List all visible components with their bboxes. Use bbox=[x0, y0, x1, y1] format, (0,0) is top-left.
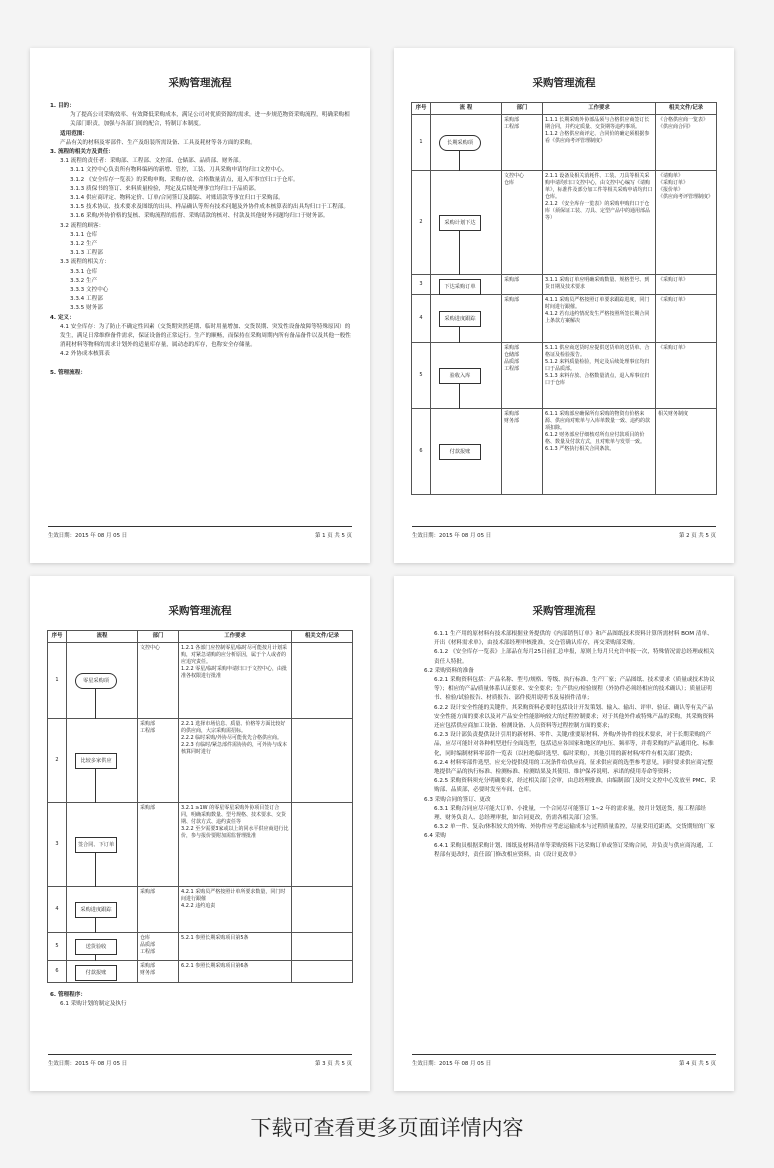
table-row bbox=[412, 115, 717, 171]
flow-step-box: 签合同、下订单 bbox=[75, 837, 117, 853]
department-cell: 采购部 工程部 bbox=[138, 719, 179, 803]
department-cell: 采购部 bbox=[138, 803, 179, 887]
flow-step-box: 比较多家供应 bbox=[75, 753, 117, 769]
page-title: 采购管理流程 bbox=[168, 77, 232, 89]
paragraph: 6.2.5 采购资料须充分明确要求，经过相关部门会审，由总经理批准，由编制部门及时交文控中心发放至 PMC、采购部、品质部，必要时发至车间、仓库。 bbox=[434, 778, 716, 794]
paragraph: 3.1.1 文控中心负责所有物料编码的新增、管控，工装、刀具采购申请均归口文控中心。 bbox=[70, 167, 288, 174]
document-cell: 《采购订单》 bbox=[656, 295, 717, 343]
requirement-cell: 6.2.1 参照长期采购项目第6条 bbox=[179, 961, 292, 983]
flow-step-box: 验收入库 bbox=[439, 368, 481, 384]
document-cell bbox=[292, 803, 353, 887]
flow-step-cell bbox=[67, 719, 138, 803]
paragraph: 6.1 采购计划的制定及执行 bbox=[60, 1001, 127, 1008]
flow-connector bbox=[459, 327, 460, 343]
page-footer bbox=[412, 1054, 716, 1067]
paragraph bbox=[50, 360, 352, 369]
paragraph: 3.1.2 生产 bbox=[70, 241, 98, 248]
table-row bbox=[412, 409, 717, 495]
row-number: 4 bbox=[412, 295, 431, 343]
row-number: 3 bbox=[48, 803, 67, 887]
paragraph: 4.2 外协成本核算表 bbox=[60, 351, 110, 358]
section-heading: 3. 流程的相关方及责任： bbox=[50, 149, 114, 156]
requirement-cell: 5.2.1 参照长期采购项目第5条 bbox=[179, 933, 292, 961]
section-heading: 1. 目的： bbox=[50, 103, 75, 109]
flow-connector bbox=[459, 384, 460, 409]
paragraph: 6.2.3 设计部负责提供设计引用的新材料、零件、关键/重要原材料、外购/外协件的技术要求，对于长期采购的产品，应尽可能针对各种机型进行全面选型，包括适应各国家和地区的电压、频率等，并将采购的产品通用化、标准化，同时编制材料零部件一览表（以杜绝临时选型、临时采购），其他引用的新材料/零件有相关部门提供； bbox=[434, 732, 714, 757]
page-number: 第 4 页 共 5 页 bbox=[679, 1061, 716, 1067]
flow-connector bbox=[95, 853, 96, 887]
paragraph: 6.3.2 单一件、复杂/体积较大的外购、外协件应考虑运输成本与过程质量监控，尽量采用近距离，交货期短的厂家 bbox=[434, 824, 715, 831]
column-header: 流 程 bbox=[431, 103, 502, 115]
paragraph: 3.1 流程的责任者：采购部、工程部、文控部、仓储部、品质部、财务部。 bbox=[60, 158, 245, 165]
flow-connector bbox=[95, 918, 96, 933]
document-cell bbox=[292, 961, 353, 983]
document-cell: 《采购订单》 bbox=[656, 275, 717, 295]
paragraph: 3.3.1 仓库 bbox=[70, 268, 98, 275]
column-header: 部门 bbox=[138, 631, 179, 643]
department-cell: 仓库 品质部 工程部 bbox=[138, 933, 179, 961]
flow-step-cell bbox=[67, 961, 138, 983]
document-cell: 《采购订单》 bbox=[656, 343, 717, 409]
paragraph: 3.3 流程的相关方： bbox=[60, 259, 110, 266]
page-body bbox=[30, 991, 370, 1009]
page-number: 第 2 页 共 5 页 bbox=[679, 533, 716, 539]
paragraph: 6.2.4 材料零部件选型，应充分提供使用的工况条件给供应商，征求供应商的选型参考意见，同时要求供应商完整地提供产品的执行标准、检测标准、检测结果及其使用、维护保养说明、承诺的使用寿命等资料； bbox=[434, 759, 713, 776]
requirement-cell: 3.2.1 ≥1W 的零星零星采购外协项目签订合同，明确采购数量、型号规格、技术要求、交货期、付款方式、违约责任等 3.2.2 至少需要3家或以上的同水平供应商进行比价，参与报价要附加需监督理批准 bbox=[179, 803, 292, 887]
column-header: 序号 bbox=[412, 103, 431, 115]
requirement-cell: 6.1.1 采购部应确保所有采购的物资有价格来源、供应商对账单与入库单数量一致、违约的款项扣除。 6.1.2 财务部应仔细核对所有应付款项目的价格、数量及付款方式，且对账单与发票一致。 6.1.3 严格执行相关合同条款。 bbox=[543, 409, 656, 495]
table-row bbox=[48, 643, 353, 719]
flow-connector bbox=[459, 151, 460, 171]
department-cell: 文控中心 仓库 bbox=[502, 171, 543, 275]
flow-step-box: 付款报账 bbox=[75, 965, 117, 981]
paragraph: 6.3 采购合同的签订、更改 bbox=[424, 796, 491, 803]
row-number: 2 bbox=[48, 719, 67, 803]
table-row bbox=[48, 961, 353, 983]
paragraph: 3.1.6 采购/外协价格的复核、采购流程的监督、采购请款的核对、付款及其他财务问题均归口于财务部。 bbox=[70, 213, 329, 220]
requirement-cell: 4.1.1 采购员严格按照订单要求跟踪进度，同门时间进行跟催。 4.1.2 若有违约情况发生严格按照所签长期合同上条款方案解决 bbox=[543, 295, 656, 343]
section-heading: 6. 管理程序： bbox=[50, 992, 86, 998]
paragraph: 6.1.2 《安全库存一览表》上部品在每月25日前汇总申报，原则上每月只允许申报一次，特殊情况需总经理或相关责任人特批。 bbox=[434, 649, 715, 665]
row-number: 5 bbox=[412, 343, 431, 409]
department-cell: 文控中心 bbox=[138, 643, 179, 719]
flow-step-cell bbox=[67, 887, 138, 933]
requirement-cell: 5.1.1 供应商送货时应提供送货单的送货单、合格证及检验报告。 5.1.2 来料质量检验，判定及后续处理事宜均归口于品质部。 5.1.3 来料存放、合格数量清点，退入库事宜归口于仓库 bbox=[543, 343, 656, 409]
flow-step-box: 采购计划下达 bbox=[439, 215, 481, 231]
column-header: 部门 bbox=[502, 103, 543, 115]
document-page-2 bbox=[394, 48, 734, 563]
column-header: 相关文件/记录 bbox=[292, 631, 353, 643]
flow-step-cell bbox=[431, 409, 502, 495]
row-number: 5 bbox=[48, 933, 67, 961]
paragraph: 3.3.5 财务部 bbox=[70, 305, 103, 312]
row-number: 2 bbox=[412, 171, 431, 275]
document-cell: 《合格供应商一览表》 《供应商合同》 bbox=[656, 115, 717, 171]
department-cell: 采购部 财务部 bbox=[502, 409, 543, 495]
effective-date: 生效日期：2015 年 08 月 05 日 bbox=[48, 1061, 128, 1067]
column-header: 序号 bbox=[48, 631, 67, 643]
document-cell bbox=[292, 887, 353, 933]
section-heading: 4. 定义： bbox=[50, 314, 75, 321]
document-cell: 《请购单》 《采购订单》 《报价单》 《供应商考评管理制度》 bbox=[656, 171, 717, 275]
page-title: 采购管理流程 bbox=[532, 77, 596, 89]
paragraph: 3.3.3 文控中心 bbox=[70, 287, 109, 294]
column-header: 相关文件/记录 bbox=[656, 103, 717, 115]
paragraph: 3.1.3 工程部 bbox=[70, 250, 103, 257]
paragraph: 6.2.1 采购资料包括：产品名称、型号/规格、等级、执行标准、生产厂家；产品图纸、技术要求（质量或技术协议等）；相应的产品/质量体系认证要求、安全要求；生产供应/检验规程（外协件必须经相应的技术确认）；质量证明书、检验/试验报告、材质报告、部件使用说明书及易损件清单； bbox=[434, 677, 715, 702]
flow-step-cell bbox=[431, 171, 502, 275]
flow-step-box: 采购进度跟踪 bbox=[75, 902, 117, 918]
paragraph: 3.1.3 质保书的签订、来料质量检验，判定及后续处理事宜均归口于品质部。 bbox=[70, 185, 260, 192]
effective-date: 生效日期：2015 年 08 月 05 日 bbox=[412, 533, 492, 539]
row-number: 1 bbox=[412, 115, 431, 171]
flow-step-cell bbox=[67, 803, 138, 887]
page-footer bbox=[412, 526, 716, 539]
flow-step-cell bbox=[67, 933, 138, 961]
paragraph: 3.2 流程的顾客： bbox=[60, 222, 105, 229]
paragraph: 4.1 安全库存：为了防止不确定性因素（交货期突然延期、临时用量增加、交货误期、突发性设备故障等特殊原因）的发生，满足日常维修备件需求，保证设备的正常运行。生产的顺畅，而保持在采购周期内所有备品备件以及其他一般性消耗材料等物料的需求计划外的适量库存量，属动态的库存，也称安全存储量。 bbox=[60, 323, 351, 349]
page-body bbox=[30, 102, 370, 378]
requirement-cell: 4.2.1 采购员严格按照计单所要求数量，同门时间进行跟催 4.2.2 违约追责 bbox=[179, 887, 292, 933]
flow-step-box: 付款报账 bbox=[439, 444, 481, 460]
table-row bbox=[48, 933, 353, 961]
flow-step-box: 长期采购项 bbox=[439, 135, 481, 151]
flow-connector bbox=[95, 769, 96, 803]
paragraph: 3.1.2 《安全库存一览表》的采购申购、采购存放、合格数量清点，退入库事宜归口于仓库。 bbox=[70, 176, 299, 183]
download-caption[interactable]: 下载可查看更多页面详情内容 bbox=[250, 1116, 524, 1140]
department-cell: 采购部 财务部 bbox=[138, 961, 179, 983]
process-table bbox=[47, 630, 353, 983]
paragraph: 3.3.4 工程部 bbox=[70, 296, 103, 303]
requirement-cell: 1.1.1 长期采购外协部品须与合格供应商签订长期合同，并约定质量、交货期等违约事项。 1.1.2 合格供应商评定、合同价的确定须根据参看《供应商考评管理制度》 bbox=[543, 115, 656, 171]
page-number: 第 3 页 共 5 页 bbox=[315, 1061, 352, 1067]
column-header: 工作要求 bbox=[543, 103, 656, 115]
document-cell: 相关财务制度 bbox=[656, 409, 717, 495]
paragraph: 6.4 采购 bbox=[424, 833, 446, 840]
paragraph: 6.4.1 采购员根据采购计划、图纸及材料清单等采购资料下达采购订单或签订采购合同，并负责与供应商沟通，工程部有更改时，责任部门修改相应资料，由《设计更改单》 bbox=[434, 842, 713, 858]
flow-step-box: 零星采购项 bbox=[75, 673, 117, 689]
table-row bbox=[48, 719, 353, 803]
row-number: 1 bbox=[48, 643, 67, 719]
flow-connector bbox=[459, 231, 460, 275]
page-footer bbox=[48, 1054, 352, 1067]
section-heading: 5. 管理流程： bbox=[50, 369, 86, 376]
flow-step-box: 下达采购订单 bbox=[439, 279, 481, 295]
table-row bbox=[48, 803, 353, 887]
table-row bbox=[48, 887, 353, 933]
flow-step-cell bbox=[431, 343, 502, 409]
flow-step-cell bbox=[431, 115, 502, 171]
page-title: 采购管理流程 bbox=[532, 605, 596, 617]
table-row bbox=[412, 275, 717, 295]
requirement-cell: 3.1.1 采购订单应明确采购数量、规格型号、到货日期及技术要求 bbox=[543, 275, 656, 295]
paragraph: 3.1.1 仓库 bbox=[70, 231, 98, 238]
row-number: 4 bbox=[48, 887, 67, 933]
row-number: 6 bbox=[48, 961, 67, 983]
document-cell bbox=[292, 719, 353, 803]
paragraph: 为了提高公司采购效率、有效降低采购成本，满足公司对优质资源的需求，进一步规范物资采购流程，明确采购相关部门职责，加强与各部门间的配合，特制订本制度。 bbox=[70, 112, 350, 128]
column-header: 工作要求 bbox=[179, 631, 292, 643]
flow-connector bbox=[95, 689, 96, 719]
flow-step-cell bbox=[431, 275, 502, 295]
paragraph: 产品有关的材料及零部件、生产及组装所需设备、工具及耗材等各方面的采购。 bbox=[60, 139, 256, 146]
document-cell bbox=[292, 933, 353, 961]
paragraph: 3.1.5 技术协议、技术要求及图纸的出具、样品确认等所有技术问题及外协件成本核算表的出具均归口于工程部。 bbox=[70, 204, 349, 211]
department-cell: 采购部 bbox=[502, 295, 543, 343]
paragraph: 6.1.1 生产用的原材料有技术部根据业务提供的《内部销售订单》和产品图纸技术资料计算所需材料 BOM 清单、开出《材料需求单》，由技术部经理审核批准，交仓管确认库存，再交采购部采购。 bbox=[434, 631, 713, 647]
flow-step-cell bbox=[431, 295, 502, 343]
page-title: 采购管理流程 bbox=[168, 605, 232, 617]
section-heading: 适用范围： bbox=[60, 130, 88, 137]
column-header: 流程 bbox=[67, 631, 138, 643]
page-footer bbox=[48, 526, 352, 539]
document-page-4 bbox=[394, 576, 734, 1091]
row-number: 6 bbox=[412, 409, 431, 495]
department-cell: 采购部 bbox=[138, 887, 179, 933]
paragraph: 6.2.2 设计安全性能的关键件，其采购资料必要时包括设计开发策划、输入、输出、评审、验证、确认等有关产品安全性能方面的要求以及对产品安全性能影响较大的过程控制要求；对于其他外件或特殊产品的采购，其采购资料还应包括供应商加工设备、检测设备、人员资料等过程控制方面的要求； bbox=[434, 704, 714, 730]
department-cell: 采购部 工程部 bbox=[502, 115, 543, 171]
requirement-cell: 2.2.1 选择市场信息、质量、价格等方面比较好的供应商，大宗采购需招标。 2.2.2 临时采购/外协尽可能优先合格供应商。 2.2.3 有临时/紧急部件需协协的，可外协与成本核算同时进行 bbox=[179, 719, 292, 803]
paragraph: 3.1.4 供应商评定、物料定价、订单/合同签订及跟踪、对账请款等事宜归口于采购部。 bbox=[70, 195, 284, 202]
effective-date: 生效日期：2015 年 08 月 05 日 bbox=[48, 533, 128, 539]
document-page-1 bbox=[30, 48, 370, 563]
table-row bbox=[412, 295, 717, 343]
paragraph: 3.3.2 生产 bbox=[70, 277, 98, 284]
flow-step-cell bbox=[67, 643, 138, 719]
flow-step-box: 采购进度跟踪 bbox=[439, 311, 481, 327]
requirement-cell: 1.2.1 各部门应控制零星/临时尽可能按月计划采购，对紧急请购的应分析原因，属于个人或者的应追究责任。 1.2.2 零星/临时采购申请归口于文控中心，由批准各权限进行批准 bbox=[179, 643, 292, 719]
process-table bbox=[411, 102, 717, 495]
effective-date: 生效日期：2015 年 08 月 05 日 bbox=[412, 1061, 492, 1067]
requirement-cell: 2.1.1 设备及相关消耗件、工装、刀具等相关采购申请均归口文控中心，由文控中心编写《请购单》，标准件及部分加工件等相关采购申请均归口仓库。 2.1.2 《安全库存一览表》的采购申购归口于仓库（须保证工装、刀具、定型产品中的通用部品等） bbox=[543, 171, 656, 275]
row-number: 3 bbox=[412, 275, 431, 295]
department-cell: 采购部 bbox=[502, 275, 543, 295]
page-number: 第 1 页 共 5 页 bbox=[315, 533, 352, 539]
table-row bbox=[412, 343, 717, 409]
page-body bbox=[394, 630, 734, 860]
department-cell: 采购部 仓储部 品质部 工程部 bbox=[502, 343, 543, 409]
table-row bbox=[412, 171, 717, 275]
paragraph: 6.2 采购资料的准备 bbox=[424, 667, 474, 674]
document-cell bbox=[292, 643, 353, 719]
flow-step-box: 送货验收 bbox=[75, 939, 117, 955]
paragraph: 6.3.1 采购合同应尽可能大订单、小批量，一个合同尽可能签订 1~2 年的需求量，按月计划送货，报工程部经理、财务负责人、总经理审批，如合同更改，仍需各相关部门会签。 bbox=[434, 805, 706, 822]
document-page-3 bbox=[30, 576, 370, 1091]
